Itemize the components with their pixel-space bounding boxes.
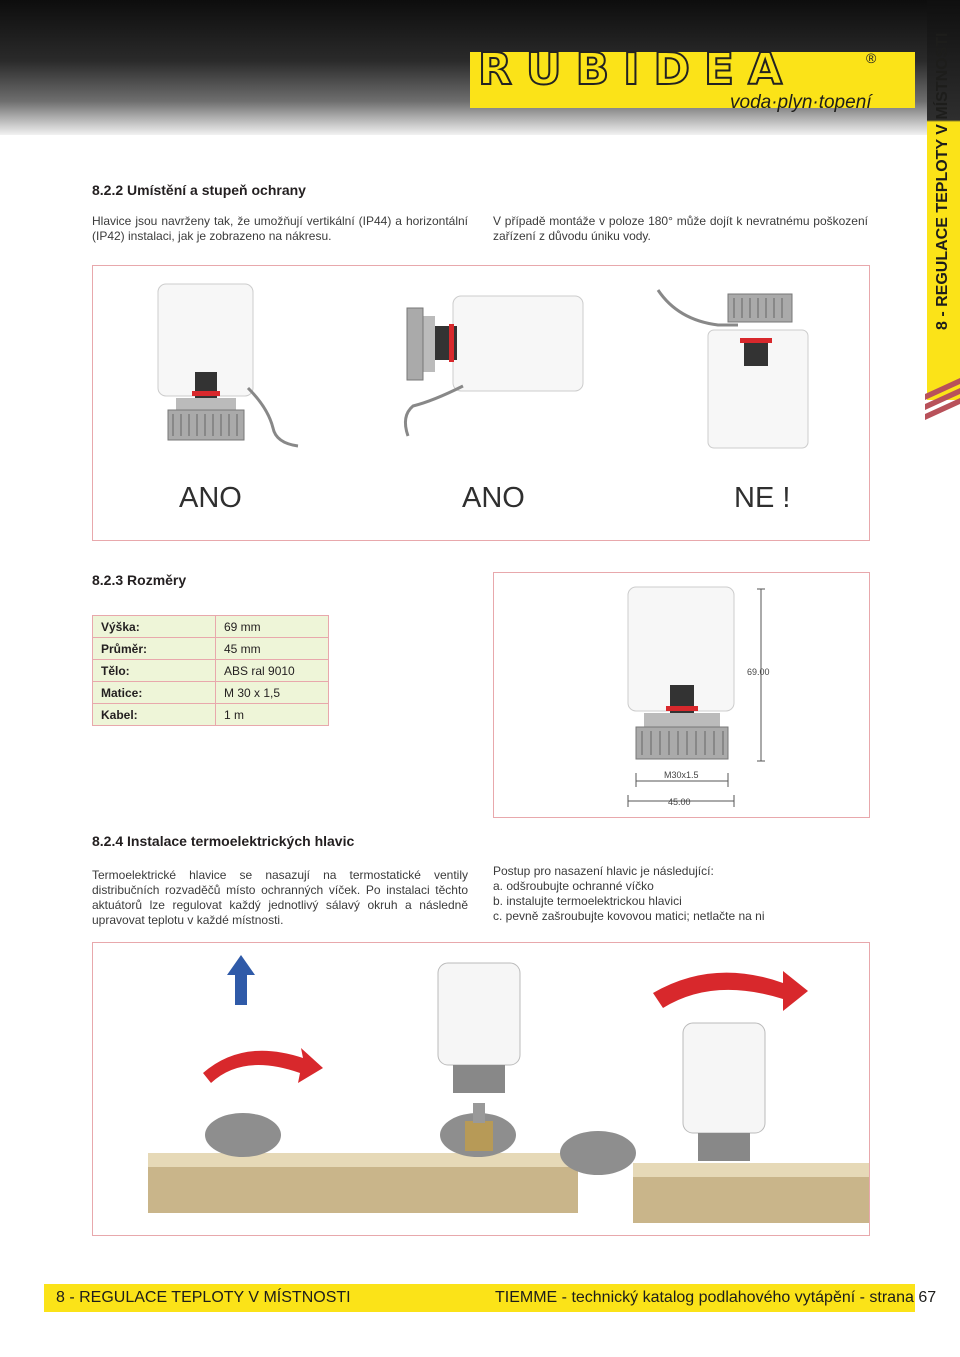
brand-logo: RUBIDEA: [478, 44, 797, 95]
spec-key: Tělo:: [93, 660, 216, 682]
specs-table: [92, 615, 329, 726]
spec-key: Kabel:: [93, 704, 216, 726]
section-824-text-left: Termoelektrické hlavice se nasazují na termostatické ventily distribučních rozvaděčů místo ochranných víček. Po instalaci těchto aktuátorů lze regulovat každý jednotlivý sálavý okruh a následně upravovat teplotu v každé místnosti.: [92, 868, 468, 927]
dimension-drawing: [493, 572, 870, 818]
dimension-drawing-image: [494, 573, 869, 817]
section-822-title: 8.2.2 Umístění a stupeň ochrany: [92, 182, 306, 198]
brand-tagline: voda·plyn·topení: [730, 92, 872, 113]
mounting-figure: [92, 265, 870, 541]
step-b: b. instalujte termoelektrickou hlavici: [493, 894, 682, 908]
actuator-vertical-image: [148, 278, 308, 448]
section-824-steps: [493, 864, 868, 924]
table-row: [93, 704, 329, 726]
spec-value: 45 mm: [216, 638, 329, 660]
section-822-text-right: V případě montáže v poloze 180° může dojít k nevratnému poškození zařízení z důvodu úniku vody.: [493, 214, 868, 243]
rotate-arrow-icon: [653, 971, 808, 1011]
section-823-title: 8.2.3 Rozměry: [92, 572, 187, 588]
section-822-text-left: Hlavice jsou navrženy tak, že umožňují vertikální (IP44) a horizontální (IP42) instalaci, jak je zobrazeno na nákresu.: [92, 214, 468, 243]
dim-thread-label: M30x1.5: [664, 770, 699, 780]
dim-width-label: 45.00: [668, 797, 691, 807]
installation-image: [93, 943, 869, 1235]
spec-key: Výška:: [93, 616, 216, 638]
side-tab-label: 8 - REGULACE TEPLOTY V MÍSTNOSTI: [934, 32, 951, 330]
step-c: c. pevně zašroubujte kovovou matici; netlačte na ni: [493, 909, 765, 923]
arrow-up-icon: [227, 955, 255, 1005]
table-row: [93, 616, 329, 638]
footer-page: TIEMME - technický katalog podlahového vytápění - strana 67: [495, 1289, 937, 1306]
spec-value: 69 mm: [216, 616, 329, 638]
spec-value: M 30 x 1,5: [216, 682, 329, 704]
table-row: [93, 660, 329, 682]
label-ano-vertical: ANO: [179, 482, 242, 514]
rotate-arrow-icon: [203, 1048, 323, 1083]
spec-value: ABS ral 9010: [216, 660, 329, 682]
section-824-title: 8.2.4 Instalace termoelektrických hlavic: [92, 833, 355, 849]
table-row: [93, 638, 329, 660]
label-ne: NE !: [734, 482, 791, 514]
spec-key: Průměr:: [93, 638, 216, 660]
decor-stripes: [925, 372, 960, 422]
installation-figure: [92, 942, 870, 1236]
steps-intro: Postup pro nasazení hlavic je následující:: [493, 864, 714, 878]
step-a: a. odšroubujte ochranné víčko: [493, 879, 654, 893]
label-ano-horizontal: ANO: [462, 482, 525, 514]
actuator-horizontal-image: [393, 286, 593, 441]
footer-chapter: 8 - REGULACE TEPLOTY V MÍSTNOSTI: [56, 1289, 351, 1306]
registered-mark: ®: [866, 50, 877, 66]
table-row: [93, 682, 329, 704]
spec-value: 1 m: [216, 704, 329, 726]
spec-key: Matice:: [93, 682, 216, 704]
actuator-upside-down-image: [648, 280, 828, 450]
dim-height-label: 69.00: [747, 667, 770, 677]
